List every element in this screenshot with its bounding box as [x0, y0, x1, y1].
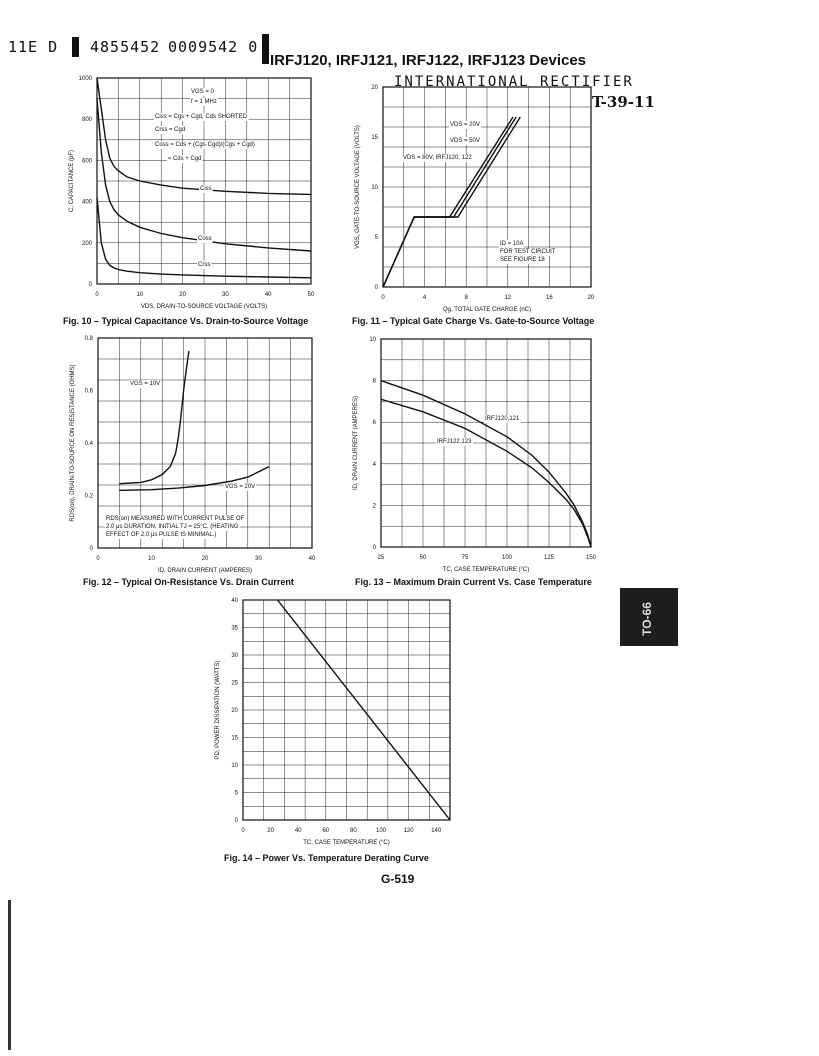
page-title: IRFJ120, IRFJ121, IRFJ122, IRFJ123 Devices — [270, 52, 587, 69]
fig13-caption: Fig. 13 – Maximum Drain Current Vs. Case Temperature — [355, 577, 592, 587]
fig10-annotation: VGS = 0 — [191, 89, 214, 95]
fig11-ytick-label: 15 — [371, 135, 378, 141]
fig12-annotation: RDS(on) MEASURED WITH CURRENT PULSE OF — [106, 516, 245, 522]
fig10-annotation: f = 1 MHz — [191, 99, 217, 105]
fig11-xtick-label: 8 — [464, 295, 468, 301]
lot-code: 11E D — [8, 38, 59, 56]
fig13-ytick-label: 6 — [372, 420, 376, 427]
fig10-xtick-label: 10 — [136, 292, 144, 298]
fig11-yaxis-label: VGS, GATE-TO-SOURCE VOLTAGE (VOLTS) — [355, 125, 361, 249]
fig13-ytick-label: 4 — [372, 461, 376, 468]
fig11-xaxis-label: Qg, TOTAL GATE CHARGE (nC) — [442, 307, 532, 313]
fig10-xtick-label: 30 — [222, 292, 229, 298]
part-code-b: 0009542 0 — [168, 38, 259, 56]
fig10-series-label: Coss — [198, 236, 212, 242]
fig10-ytick-label: 1000 — [78, 76, 92, 82]
fig10-xtick-label: 50 — [307, 292, 315, 298]
fig10-series-label: Crss — [198, 262, 211, 268]
fig10-yaxis-label: C, CAPACITANCE (pF) — [69, 149, 75, 213]
fig13-xtick-label: 100 — [501, 555, 513, 561]
fig11-xtick-label: 16 — [546, 295, 553, 301]
fig13-xtick-label: 75 — [461, 555, 469, 561]
fig11-caption: Fig. 11 – Typical Gate Charge Vs. Gate-to-Source Voltage — [352, 316, 595, 326]
fig14-xtick-label: 140 — [431, 828, 442, 834]
fig10-ytick-label: 600 — [81, 158, 92, 165]
fig12-caption: Fig. 12 – Typical On-Resistance Vs. Drain Current — [83, 577, 294, 587]
fig12-ytick-label: 0.4 — [84, 441, 93, 447]
fig13-series-label: IRFJ120,121 — [485, 416, 520, 422]
fig12-xtick-label: 20 — [201, 556, 209, 562]
fig13-xtick-label: 50 — [419, 555, 427, 561]
fig12-xtick-label: 0 — [96, 556, 100, 562]
fig12-xaxis-label: ID, DRAIN CURRENT (AMPERES) — [158, 568, 252, 574]
package-tab: TO-66 — [620, 588, 678, 646]
fig12-series-label: VGS = 20V — [225, 484, 256, 490]
fig11-ytick-label: 0 — [374, 285, 378, 291]
fig13-ytick-label: 2 — [372, 503, 376, 510]
fig11-xtick-label: 20 — [587, 295, 595, 301]
fig10-series-label: Ciss — [200, 186, 212, 192]
fig10-xtick-label: 40 — [264, 292, 272, 298]
fig11-xtick-label: 0 — [381, 295, 385, 301]
fig14-xaxis-label: TC, CASE TEMPERATURE (°C) — [303, 840, 390, 846]
fig13-yaxis-label: ID, DRAIN CURRENT (AMPERES) — [353, 396, 359, 490]
fig12-ytick-label: 0.8 — [84, 336, 93, 342]
fig14-xtick-label: 40 — [294, 828, 302, 834]
fig14-ytick-label: 40 — [231, 598, 238, 604]
fig11-annotation: FOR TEST CIRCUIT — [500, 249, 556, 255]
fig14-ytick-label: 10 — [231, 763, 238, 769]
fig12-ytick-label: 0 — [89, 546, 93, 552]
fig14-ytick-label: 5 — [234, 790, 238, 797]
fig10-annotation: Coss = Cds + (Cgs·Cgd)/(Cgs + Cgd) — [155, 142, 255, 148]
fig12-yaxis-label: RDS(on), DRAIN-TO-SOURCE ON RESISTANCE (OHMS) — [70, 364, 76, 522]
fig10-xaxis-label: VDS, DRAIN-TO-SOURCE VOLTAGE (VOLTS) — [140, 304, 268, 310]
fig13-ytick-label: 10 — [369, 337, 376, 343]
fig12-xtick-label: 40 — [308, 556, 316, 562]
fig13-ytick-label: 0 — [372, 545, 376, 551]
fig14-xtick-label: 100 — [375, 828, 387, 834]
fig11-annotation: SEE FIGURE 18 — [500, 257, 545, 263]
fig11-ytick-label: 20 — [371, 85, 378, 91]
fig10-annotation: ≈ Cds + Cgd — [168, 156, 202, 162]
fig13-xaxis-label: TC, CASE TEMPERATURE (°C) — [442, 567, 530, 573]
fig12-series-label: VGS = 10V — [130, 381, 161, 387]
fig14-xtick-label: 60 — [322, 828, 330, 834]
fig14-xtick-label: 80 — [350, 828, 357, 834]
fig14-ytick-label: 0 — [234, 818, 238, 824]
fig13-xtick-label: 125 — [543, 555, 555, 561]
fig14-ytick-label: 35 — [231, 625, 238, 632]
fig12-ytick-label: 0.6 — [84, 388, 93, 395]
fig10-ytick-label: 400 — [81, 199, 92, 206]
fig14-ytick-label: 30 — [231, 653, 238, 659]
fig14-xtick-label: 120 — [403, 828, 414, 834]
fig11-ytick-label: 10 — [371, 185, 378, 191]
fig11-xtick-label: 12 — [504, 295, 512, 301]
fig11-series-label: VDS = 50V — [450, 138, 480, 144]
fig14-caption: Fig. 14 – Power Vs. Temperature Derating Curve — [224, 853, 429, 863]
fig12-annotation: 2.0 μs DURATION. INITIAL TJ = 25°C. (HEATING — [106, 524, 239, 530]
fig11-series-label: VDS = 80V, IRFJ120, 122 — [403, 155, 472, 161]
fig11-series-line — [383, 117, 513, 287]
fig12-ytick-label: 0.2 — [84, 493, 93, 500]
fig10-caption: Fig. 10 – Typical Capacitance Vs. Drain-to-Source Voltage — [63, 316, 309, 326]
fig11-ytick-label: 5 — [374, 235, 378, 241]
fig14-ytick-label: 20 — [231, 708, 238, 714]
fig10-xtick-label: 0 — [95, 292, 99, 298]
fig12-xtick-label: 10 — [148, 556, 155, 562]
fig14-xtick-label: 0 — [241, 828, 245, 834]
fig10-annotation: Ciss = Cgs + Cgd, Cds SHORTED — [155, 114, 247, 120]
fig13-ytick-label: 8 — [372, 378, 376, 385]
fig11-xtick-label: 4 — [422, 295, 427, 301]
fig14-xtick-label: 20 — [267, 828, 274, 834]
fig10-xtick-label: 20 — [179, 292, 186, 298]
fig14-yaxis-label: PD, POWER DISSIPATION (WATTS) — [215, 660, 221, 760]
fig13-series-label: IRFJ122,123 — [437, 439, 472, 445]
fig14-ytick-label: 25 — [231, 680, 238, 687]
fig11-series-label: VDS = 20V — [450, 122, 480, 128]
fig13-xtick-label: 150 — [585, 555, 597, 561]
fig11-annotation: ID = 10A — [500, 241, 524, 247]
fig13-xtick-label: 25 — [377, 555, 385, 561]
fig10-ytick-label: 0 — [88, 282, 92, 288]
page-number: G-519 — [381, 872, 415, 886]
doc-code: T-39-11 — [592, 93, 655, 111]
fig12-annotation: EFFECT OF 2.0 μs PULSE IS MINIMAL.) — [106, 532, 217, 538]
fig10-ytick-label: 200 — [81, 240, 92, 247]
fig10-ytick-label: 800 — [81, 117, 92, 124]
company-name: INTERNATIONAL RECTIFIER — [394, 74, 634, 90]
fig10-annotation: Crss = Cgd — [155, 127, 186, 133]
part-code-a: 4855452 — [90, 38, 161, 56]
fig14-ytick-label: 15 — [231, 735, 238, 742]
scan-edge — [8, 900, 11, 1050]
fig12-xtick-label: 30 — [255, 556, 262, 562]
